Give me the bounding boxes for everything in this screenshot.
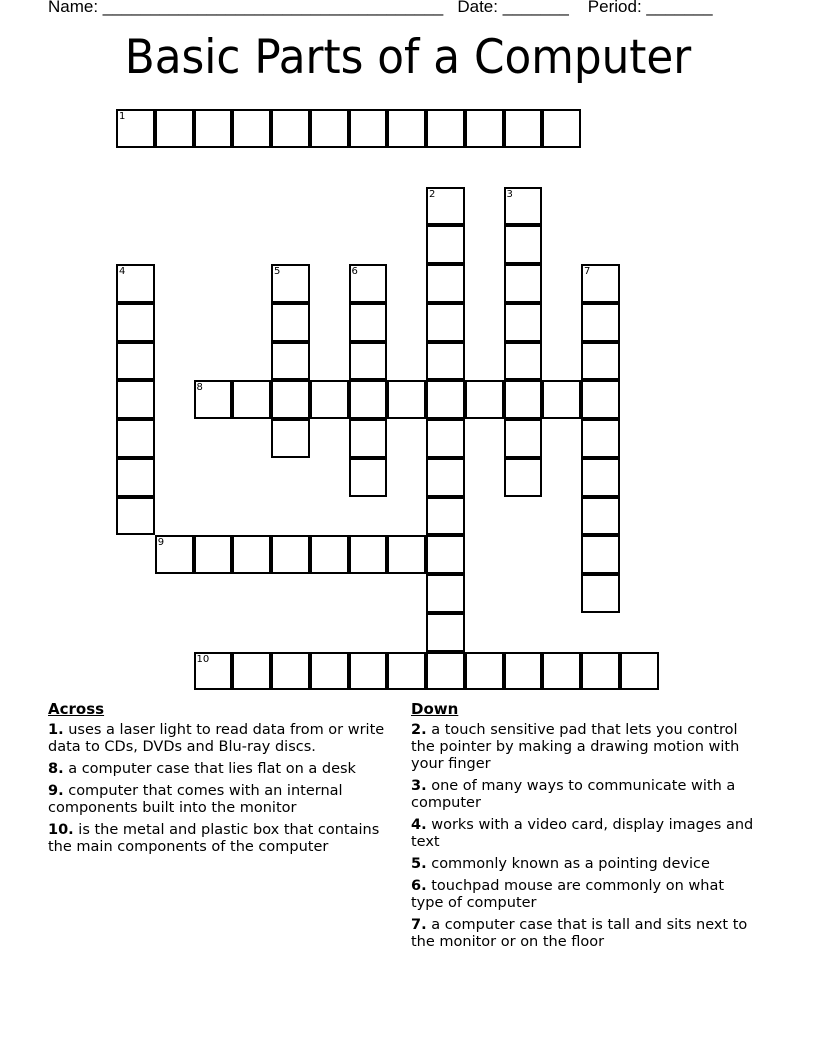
clue-text: touchpad mouse are commonly on what type of computer xyxy=(411,878,725,911)
clue-down-5 xyxy=(411,856,761,873)
clue-number-label: 5 xyxy=(274,266,281,277)
crossword-cell[interactable] xyxy=(426,109,465,148)
crossword-cell[interactable] xyxy=(310,535,349,574)
crossword-cell[interactable] xyxy=(271,303,310,342)
clue-text: a computer case that lies flat on a desk xyxy=(68,761,356,777)
clue-number-label: 4 xyxy=(119,266,126,277)
student-info-header xyxy=(48,0,713,17)
crossword-cell[interactable] xyxy=(349,342,388,381)
clue-number: 1. xyxy=(48,722,64,738)
crossword-cell[interactable] xyxy=(387,380,426,419)
crossword-cell[interactable] xyxy=(426,652,465,691)
crossword-cell[interactable] xyxy=(232,652,271,691)
clue-across-8 xyxy=(48,761,393,778)
crossword-cell[interactable] xyxy=(194,652,233,691)
clue-number-label: 7 xyxy=(584,266,591,277)
clue-number: 3. xyxy=(411,778,427,794)
crossword-cell[interactable] xyxy=(620,652,659,691)
crossword-cell[interactable] xyxy=(504,264,543,303)
crossword-cell[interactable] xyxy=(426,342,465,381)
period-field[interactable]: Period: _______ xyxy=(587,0,713,16)
crossword-cell[interactable] xyxy=(271,342,310,381)
clue-number-label: 10 xyxy=(196,653,210,665)
down-heading: Down xyxy=(411,700,459,718)
crossword-cell[interactable] xyxy=(271,535,310,574)
crossword-cell[interactable] xyxy=(155,535,194,574)
crossword-cell[interactable] xyxy=(465,380,504,419)
crossword-cell[interactable] xyxy=(542,652,581,691)
crossword-cell[interactable] xyxy=(194,380,233,419)
crossword-cell[interactable] xyxy=(504,225,543,264)
crossword-cell[interactable] xyxy=(232,380,271,419)
clue-text: a touch sensitive pad that lets you control the pointer by making a drawing motion with your finger xyxy=(411,722,740,772)
clue-number: 5. xyxy=(411,856,427,872)
crossword-cell[interactable] xyxy=(581,574,620,613)
clue-across-10 xyxy=(48,822,393,856)
crossword-cell[interactable] xyxy=(542,380,581,419)
crossword-cell[interactable] xyxy=(310,652,349,691)
crossword-cell[interactable] xyxy=(271,380,310,419)
date-field[interactable]: Date: _______ xyxy=(457,0,569,16)
crossword-cell[interactable] xyxy=(271,109,310,148)
crossword-cell[interactable] xyxy=(271,264,310,303)
crossword-cell[interactable] xyxy=(116,342,155,381)
crossword-cell[interactable] xyxy=(194,109,233,148)
clue-number: 4. xyxy=(411,817,427,833)
crossword-cell[interactable] xyxy=(504,419,543,458)
crossword-cell[interactable] xyxy=(349,652,388,691)
clue-down-2 xyxy=(411,722,761,773)
crossword-cell[interactable] xyxy=(232,535,271,574)
clue-number: 9. xyxy=(48,783,64,799)
clue-number-label: 1 xyxy=(119,111,126,122)
crossword-cell[interactable] xyxy=(426,419,465,458)
crossword-cell[interactable] xyxy=(194,535,233,574)
crossword-cell[interactable] xyxy=(116,264,155,303)
clue-across-9 xyxy=(48,783,393,817)
across-clues xyxy=(48,700,393,861)
crossword-cell[interactable] xyxy=(426,225,465,264)
clue-number-label: 8 xyxy=(196,382,203,394)
crossword-cell[interactable] xyxy=(271,652,310,691)
crossword-cell[interactable] xyxy=(387,535,426,574)
crossword-cell[interactable] xyxy=(426,613,465,652)
crossword-cell[interactable] xyxy=(581,264,620,303)
clue-number-label: 3 xyxy=(506,188,513,200)
crossword-cell[interactable] xyxy=(465,109,504,148)
crossword-cell[interactable] xyxy=(116,458,155,497)
crossword-cell[interactable] xyxy=(504,458,543,497)
crossword-cell[interactable] xyxy=(426,303,465,342)
crossword-cell[interactable] xyxy=(426,187,465,226)
crossword-cell[interactable] xyxy=(426,380,465,419)
clue-down-4 xyxy=(411,817,761,851)
crossword-cell[interactable] xyxy=(387,652,426,691)
crossword-cell[interactable] xyxy=(387,109,426,148)
crossword-cell[interactable] xyxy=(349,303,388,342)
clue-text: a computer case that is tall and sits next to the monitor or on the floor xyxy=(411,917,748,950)
clue-number-label: 2 xyxy=(429,188,436,200)
clue-number: 7. xyxy=(411,917,427,933)
crossword-cell[interactable] xyxy=(581,419,620,458)
crossword-cell[interactable] xyxy=(349,109,388,148)
clue-down-7 xyxy=(411,917,761,951)
clue-text: uses a laser light to read data from or write data to CDs, DVDs and Blu-ray discs. xyxy=(48,722,385,755)
crossword-cell[interactable] xyxy=(310,109,349,148)
crossword-cell[interactable] xyxy=(504,652,543,691)
crossword-cell[interactable] xyxy=(349,458,388,497)
clue-text: one of many ways to communicate with a computer xyxy=(411,778,736,811)
crossword-cell[interactable] xyxy=(349,419,388,458)
across-heading: Across xyxy=(48,700,105,718)
clue-number: 10. xyxy=(48,822,74,838)
crossword-cell[interactable] xyxy=(581,303,620,342)
crossword-cell[interactable] xyxy=(271,419,310,458)
crossword-cell[interactable] xyxy=(542,109,581,148)
clue-text: is the metal and plastic box that contains the main components of the computer xyxy=(48,822,380,855)
clue-number-label: 9 xyxy=(157,537,165,549)
clue-across-1 xyxy=(48,722,393,756)
crossword-cell[interactable] xyxy=(426,535,465,574)
crossword-cell[interactable] xyxy=(465,652,504,691)
page-title: Basic Parts of a Computer xyxy=(124,30,692,85)
clue-down-6 xyxy=(411,878,761,912)
crossword-cell[interactable] xyxy=(426,458,465,497)
crossword-cell[interactable] xyxy=(155,109,194,148)
crossword-cell[interactable] xyxy=(426,497,465,536)
crossword-cell[interactable] xyxy=(581,458,620,497)
crossword-cell[interactable] xyxy=(581,652,620,691)
crossword-cell[interactable] xyxy=(426,574,465,613)
crossword-cell[interactable] xyxy=(116,380,155,419)
clue-text: commonly known as a pointing device xyxy=(431,856,710,872)
crossword-cell[interactable] xyxy=(116,419,155,458)
crossword-cell[interactable] xyxy=(581,342,620,381)
crossword-cell[interactable] xyxy=(349,264,388,303)
crossword-cell[interactable] xyxy=(504,380,543,419)
clue-text: works with a video card, display images and text xyxy=(411,817,754,850)
crossword-cell[interactable] xyxy=(581,535,620,574)
clue-down-3 xyxy=(411,778,761,812)
crossword-cell[interactable] xyxy=(581,497,620,536)
crossword-cell[interactable] xyxy=(116,303,155,342)
clue-number-label: 6 xyxy=(351,266,358,277)
clue-number: 8. xyxy=(48,761,64,777)
crossword-cell[interactable] xyxy=(310,380,349,419)
crossword-cell[interactable] xyxy=(504,303,543,342)
crossword-cell[interactable] xyxy=(504,342,543,381)
crossword-cell[interactable] xyxy=(504,187,543,226)
down-clues xyxy=(411,700,761,956)
crossword-cell[interactable] xyxy=(426,264,465,303)
clue-number: 2. xyxy=(411,722,427,738)
name-field[interactable]: Name: ____________________________________ xyxy=(48,0,444,16)
clue-text: computer that comes with an internal components built into the monitor xyxy=(48,783,343,816)
crossword-cell[interactable] xyxy=(581,380,620,419)
crossword-cell[interactable] xyxy=(504,109,543,148)
crossword-cell[interactable] xyxy=(349,535,388,574)
clue-number: 6. xyxy=(411,878,427,894)
crossword-cell[interactable] xyxy=(232,109,271,148)
crossword-cell[interactable] xyxy=(349,380,388,419)
crossword-cell[interactable] xyxy=(116,109,155,148)
crossword-cell[interactable] xyxy=(116,497,155,536)
